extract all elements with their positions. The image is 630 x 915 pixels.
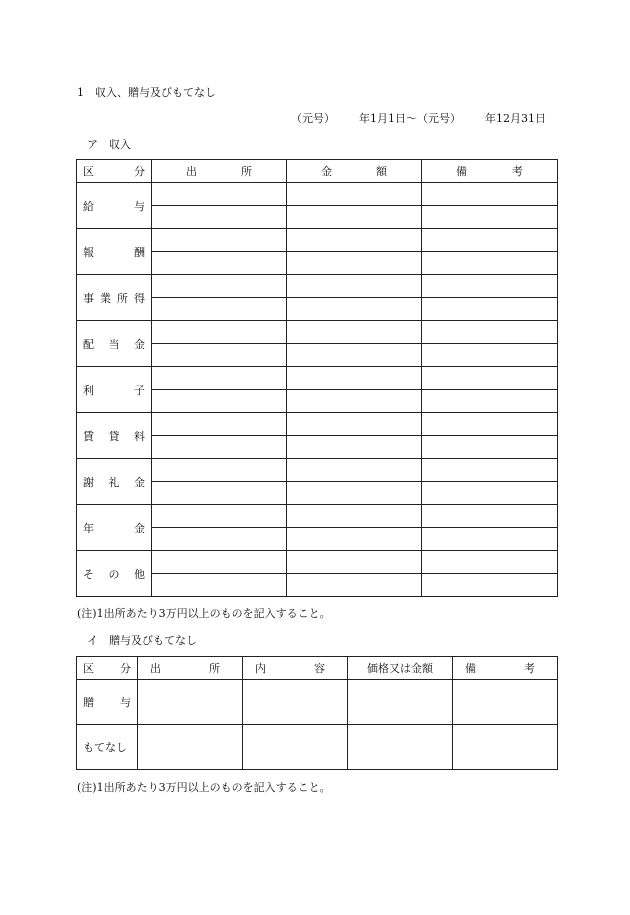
income-amount-cell[interactable] (287, 252, 422, 275)
income-header-source (152, 160, 287, 183)
income-remarks-cell[interactable] (422, 505, 558, 528)
gifts-value-cell[interactable] (348, 725, 453, 770)
income-remarks-cell[interactable] (422, 252, 558, 275)
income-category-label (77, 367, 152, 413)
header-char: 金 (321, 165, 332, 178)
income-row (77, 367, 558, 390)
header-char: 出 (186, 165, 197, 178)
income-category-label (77, 183, 152, 229)
category-char: 賃 (83, 429, 94, 443)
income-amount-cell[interactable] (287, 183, 422, 206)
header-char: 内 (255, 662, 266, 675)
period-start-era: （元号） (291, 112, 335, 125)
header-char: 所 (241, 165, 252, 178)
gifts-value-cell[interactable] (348, 680, 453, 725)
gifts-header-source (138, 657, 243, 680)
income-source-cell[interactable] (152, 206, 287, 229)
income-category-label (77, 505, 152, 551)
income-remarks-cell[interactable] (422, 551, 558, 574)
income-amount-cell[interactable] (287, 413, 422, 436)
income-row (77, 275, 558, 298)
income-remarks-cell[interactable] (422, 367, 558, 390)
income-remarks-cell[interactable] (422, 275, 558, 298)
category-char: 貸 (108, 429, 120, 443)
income-amount-cell[interactable] (287, 275, 422, 298)
income-amount-cell[interactable] (287, 528, 422, 551)
category-char: 金 (134, 475, 145, 489)
category-char: 謝 (83, 475, 94, 489)
category-char: 当 (108, 337, 120, 351)
income-row (77, 413, 558, 436)
income-row (77, 459, 558, 482)
income-amount-cell[interactable] (287, 206, 422, 229)
income-source-cell[interactable] (152, 574, 287, 597)
gifts-content-cell[interactable] (243, 680, 348, 725)
category-char: 贈 (83, 696, 94, 709)
category-char: 他 (134, 567, 145, 581)
income-amount-cell[interactable] (287, 505, 422, 528)
gifts-category-label (77, 680, 138, 725)
income-source-cell[interactable] (152, 367, 287, 390)
income-amount-cell[interactable] (287, 367, 422, 390)
income-category-label (77, 275, 152, 321)
gifts-note: (注)1出所あたり3万円以上のものを記入すること。 (77, 781, 331, 794)
income-amount-cell[interactable] (287, 459, 422, 482)
gifts-remarks-cell[interactable] (453, 680, 558, 725)
gifts-table (76, 656, 558, 770)
header-text: 価格又は金額 (367, 662, 433, 675)
gifts-source-cell[interactable] (138, 680, 243, 725)
period-line (291, 110, 546, 126)
header-char: 区 (83, 662, 94, 675)
header-char: 所 (209, 662, 220, 675)
income-category-label (77, 459, 152, 505)
period-end-era: （元号） (417, 112, 461, 125)
category-char: 与 (134, 199, 145, 213)
income-source-cell[interactable] (152, 275, 287, 298)
income-row (77, 183, 558, 206)
period-end-date: 年12月31日 (485, 112, 546, 125)
income-remarks-cell[interactable] (422, 574, 558, 597)
income-source-cell[interactable] (152, 551, 287, 574)
income-source-cell[interactable] (152, 298, 287, 321)
income-header-category (77, 160, 152, 183)
income-remarks-cell[interactable] (422, 206, 558, 229)
income-remarks-cell[interactable] (422, 229, 558, 252)
income-amount-cell[interactable] (287, 436, 422, 459)
income-note: (注)1出所あたり3万円以上のものを記入すること。 (77, 607, 331, 620)
gifts-row (77, 680, 558, 725)
gifts-content-cell[interactable] (243, 725, 348, 770)
header-char: 備 (456, 165, 467, 178)
category-char: 与 (120, 696, 131, 709)
income-remarks-cell[interactable] (422, 298, 558, 321)
header-char: 額 (376, 165, 387, 178)
category-char: 年 (83, 521, 94, 535)
income-remarks-cell[interactable] (422, 183, 558, 206)
section-heading: 1 収入、贈与及びもてなし (77, 86, 216, 99)
gifts-category-label (77, 725, 138, 770)
income-amount-cell[interactable] (287, 390, 422, 413)
income-category-label (77, 413, 152, 459)
gifts-remarks-cell[interactable] (453, 725, 558, 770)
category-char: の (108, 567, 120, 581)
income-source-cell[interactable] (152, 252, 287, 275)
income-row (77, 321, 558, 344)
category-char: 事 (83, 291, 94, 305)
income-row (77, 551, 558, 574)
category-char: 業 (100, 291, 111, 305)
income-source-cell[interactable] (152, 344, 287, 367)
income-source-cell[interactable] (152, 505, 287, 528)
income-remarks-cell[interactable] (422, 459, 558, 482)
category-char: 報 (83, 245, 94, 259)
income-source-cell[interactable] (152, 229, 287, 252)
income-source-cell[interactable] (152, 413, 287, 436)
income-remarks-cell[interactable] (422, 413, 558, 436)
category-char: 給 (83, 199, 94, 213)
income-subtitle: ア 収入 (87, 138, 131, 151)
gifts-source-cell[interactable] (138, 725, 243, 770)
income-remarks-cell[interactable] (422, 390, 558, 413)
gifts-header-row (77, 657, 558, 680)
income-category-label (77, 551, 152, 597)
income-remarks-cell[interactable] (422, 436, 558, 459)
period-start-date: 年1月1日～ (359, 112, 417, 125)
gifts-header-category (77, 657, 138, 680)
income-amount-cell[interactable] (287, 551, 422, 574)
income-row (77, 229, 558, 252)
gifts-header-content (243, 657, 348, 680)
gifts-header-value (348, 657, 453, 680)
income-header-row (77, 160, 558, 183)
category-char: 利 (83, 383, 94, 397)
income-row (77, 505, 558, 528)
income-source-cell[interactable] (152, 459, 287, 482)
header-char: 出 (150, 662, 161, 675)
category-char: 所 (117, 291, 128, 305)
gifts-header-remarks (453, 657, 558, 680)
header-char: 容 (314, 662, 325, 675)
income-source-cell[interactable] (152, 436, 287, 459)
income-source-cell[interactable] (152, 528, 287, 551)
income-source-cell[interactable] (152, 183, 287, 206)
income-remarks-cell[interactable] (422, 321, 558, 344)
income-header-remarks (422, 160, 558, 183)
gifts-subtitle: イ 贈与及びもてなし (87, 634, 197, 647)
income-header-amount (287, 160, 422, 183)
income-source-cell[interactable] (152, 390, 287, 413)
income-source-cell[interactable] (152, 482, 287, 505)
category-char: 得 (134, 291, 145, 305)
category-char: 金 (134, 337, 145, 351)
category-char: 子 (134, 383, 145, 397)
category-char: 酬 (134, 245, 145, 259)
income-remarks-cell[interactable] (422, 482, 558, 505)
income-amount-cell[interactable] (287, 298, 422, 321)
income-amount-cell[interactable] (287, 321, 422, 344)
category-char: 礼 (108, 475, 120, 489)
income-amount-cell[interactable] (287, 344, 422, 367)
income-remarks-cell[interactable] (422, 528, 558, 551)
header-char: 区 (83, 165, 94, 178)
category-char: 配 (83, 337, 94, 351)
income-source-cell[interactable] (152, 321, 287, 344)
income-category-label (77, 321, 152, 367)
income-amount-cell[interactable] (287, 482, 422, 505)
income-category-label (77, 229, 152, 275)
header-char: 分 (120, 662, 131, 675)
income-remarks-cell[interactable] (422, 344, 558, 367)
header-char: 備 (465, 662, 476, 675)
category-char: そ (83, 567, 94, 581)
income-amount-cell[interactable] (287, 229, 422, 252)
income-table (76, 159, 558, 597)
income-amount-cell[interactable] (287, 574, 422, 597)
header-char: 考 (512, 165, 523, 178)
category-char: 金 (134, 521, 145, 535)
gifts-row (77, 725, 558, 770)
category-char: もてなし (83, 741, 127, 754)
category-char: 料 (134, 429, 145, 443)
header-char: 考 (524, 662, 535, 675)
header-char: 分 (134, 165, 145, 178)
